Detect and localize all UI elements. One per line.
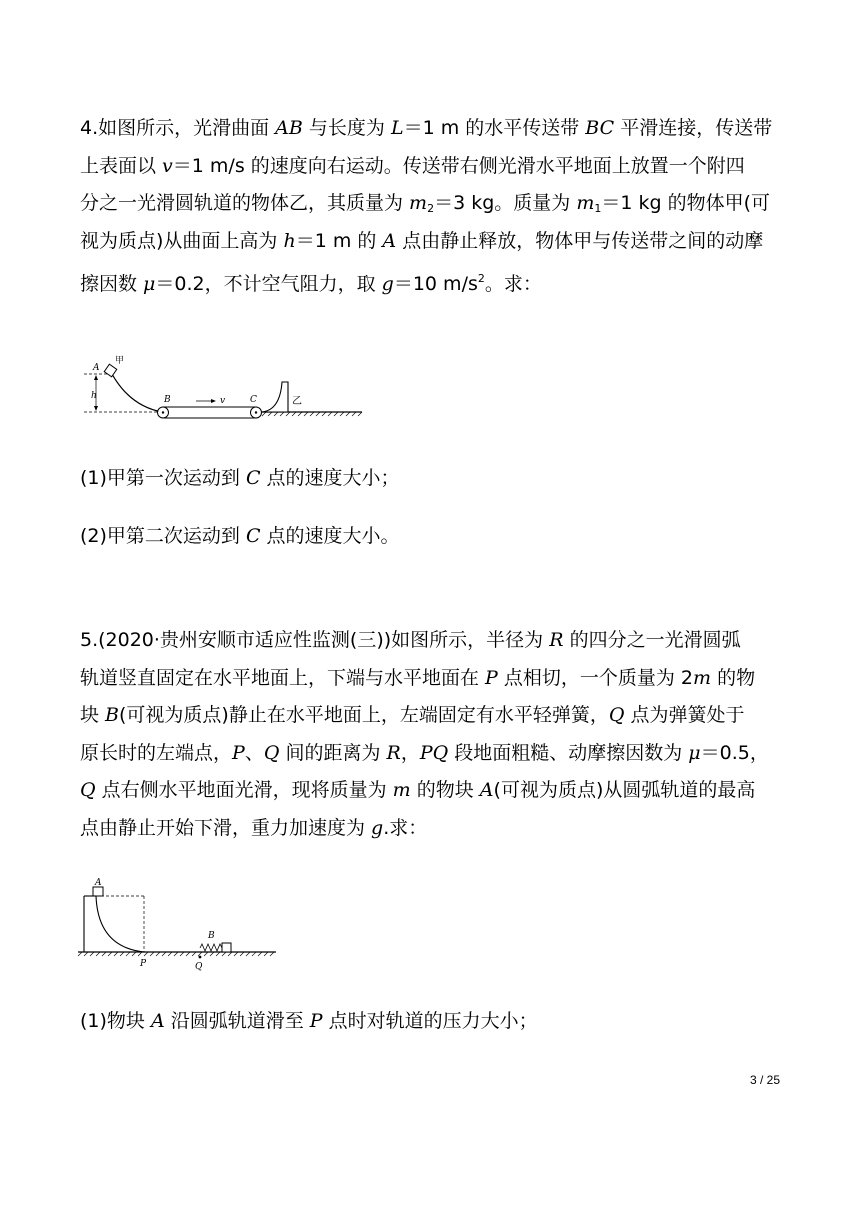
math-variable: P bbox=[485, 666, 498, 689]
problem5-line: 原长时的左端点，P、Q 间的距离为 R，PQ 段地面粗糙、动摩擦因数为 μ＝0.5， bbox=[80, 741, 769, 764]
label-B: B bbox=[164, 395, 171, 405]
problem4-line: 上表面以 v＝1 m/s 的速度向右运动。传送带右侧光滑水平地面上放置一个附四 bbox=[80, 154, 745, 177]
problem5-question-1: (1)物块 A 沿圆弧轨道滑至 P 点时对轨道的压力大小； bbox=[80, 1010, 538, 1032]
math-variable: Q bbox=[608, 704, 625, 726]
label-B: B bbox=[208, 931, 215, 941]
math-variable: P bbox=[309, 1010, 323, 1032]
math-variable: L bbox=[390, 117, 404, 139]
math-variable: C bbox=[245, 467, 261, 489]
math-variable: m bbox=[409, 192, 428, 214]
label-jia: 甲 bbox=[115, 356, 125, 366]
problem5-text bbox=[80, 622, 800, 847]
math-variable: A bbox=[479, 779, 494, 801]
label-A: A bbox=[93, 363, 100, 373]
math-variable: R bbox=[386, 741, 401, 764]
math-variable: μ bbox=[143, 273, 156, 295]
label-A: A bbox=[95, 878, 102, 888]
problem4-question-2: (2)甲第二次运动到 C 点的速度大小。 bbox=[80, 525, 400, 547]
problem4-line: 视为质点)从曲面上高为 h＝1 m 的 A 点由静止释放，物体甲与传送带之间的动摩 bbox=[80, 229, 764, 252]
label-h: h bbox=[91, 391, 97, 401]
label-P: P bbox=[140, 959, 147, 969]
superscript: 2 bbox=[477, 272, 485, 285]
block-jia bbox=[104, 364, 117, 377]
problem5-line: 轨道竖直固定在水平地面上，下端与水平地面在 P 点相切，一个质量为 2m 的物 bbox=[80, 666, 756, 689]
problem5-line: Q 点右侧水平地面光滑，现将质量为 m 的物块 A(可视为质点)从圆弧轨道的最高 bbox=[80, 779, 756, 801]
problem4-text bbox=[80, 110, 800, 298]
math-variable: μ bbox=[688, 741, 701, 764]
math-variable: h bbox=[283, 229, 296, 252]
math-variable: PQ bbox=[419, 741, 449, 764]
quarter-arc bbox=[96, 896, 144, 952]
label-C: C bbox=[250, 395, 257, 405]
math-variable: P bbox=[232, 741, 245, 764]
math-variable: Q bbox=[263, 741, 280, 764]
problem5-line: 点由静止开始下滑，重力加速度为 g.求： bbox=[80, 816, 428, 839]
problem5-line: 5.(2020·贵州安顺市适应性监测(三))如图所示，半径为 R 的四分之一光滑圆弧 bbox=[80, 629, 741, 651]
problem4-question-1: (1)甲第一次运动到 C 点的速度大小； bbox=[80, 467, 400, 489]
label-v: v bbox=[220, 396, 226, 406]
math-variable: A bbox=[150, 1010, 165, 1032]
math-variable: m bbox=[576, 192, 595, 214]
subscript: 1 bbox=[594, 202, 602, 215]
problem5-line: 块 B(可视为质点)静止在水平地面上，左端固定有水平轻弹簧，Q 点为弹簧处于 bbox=[80, 704, 745, 726]
math-variable: v bbox=[162, 154, 173, 177]
math-variable: m bbox=[693, 666, 712, 689]
point-Q bbox=[199, 956, 202, 959]
block-A bbox=[93, 887, 103, 896]
math-variable: m bbox=[392, 779, 411, 801]
math-variable: C bbox=[245, 525, 261, 547]
page-number: 3 / 25 bbox=[749, 1073, 780, 1087]
math-variable: g bbox=[381, 273, 394, 295]
math-variable: B bbox=[105, 704, 120, 726]
math-variable: A bbox=[382, 229, 397, 252]
problem4-line: 4.如图所示，光滑曲面 AB 与长度为 L＝1 m 的水平传送带 BC 平滑连接，传送带 bbox=[80, 117, 773, 139]
curved-slope bbox=[112, 374, 162, 412]
label-Q: Q bbox=[195, 962, 203, 972]
spring bbox=[200, 944, 222, 951]
problem4-line: 擦因数 μ＝0.2，不计空气阻力，取 g＝10 $m/s^2$。求： bbox=[80, 272, 542, 295]
block-B bbox=[222, 943, 231, 952]
math-variable: g bbox=[371, 816, 384, 839]
problem5-figure bbox=[76, 877, 282, 972]
ground-hatching bbox=[262, 412, 362, 416]
math-variable: BC bbox=[585, 117, 615, 139]
math-variable: R bbox=[549, 629, 564, 651]
problem4-line: 分之一光滑圆轨道的物体乙，其质量为 $m_2=3$ kg。质量为 $m_1=1$ kg 的物体甲(可 bbox=[80, 192, 770, 215]
subscript: 2 bbox=[427, 202, 435, 215]
label-yi: 乙 bbox=[292, 396, 302, 407]
math-variable: Q bbox=[80, 779, 96, 801]
object-yi-quarter-track bbox=[262, 382, 288, 412]
math-variable: AB bbox=[275, 117, 303, 139]
problem4-figure bbox=[82, 354, 367, 426]
